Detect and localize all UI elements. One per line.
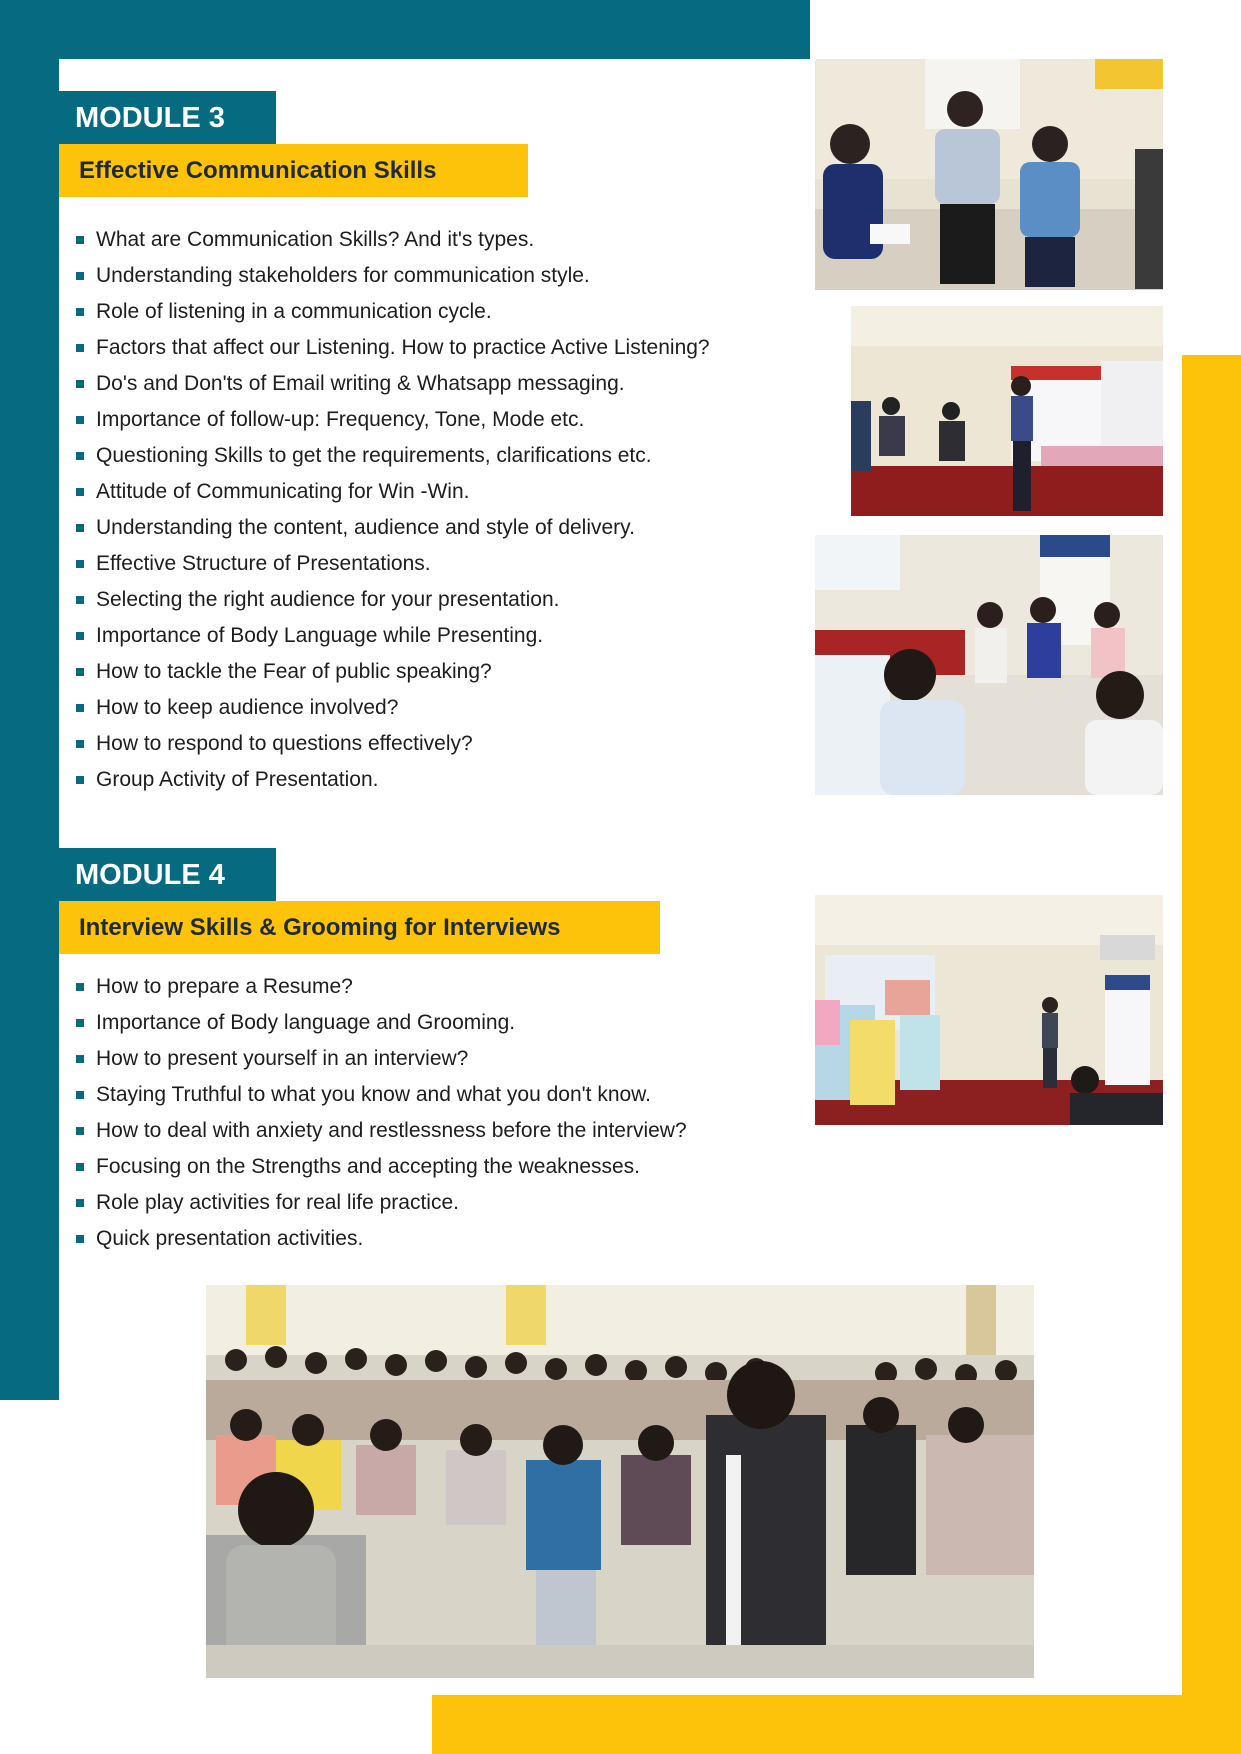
- topic-text: Effective Structure of Presentations.: [96, 552, 431, 575]
- topic-text: How to present yourself in an interview?: [96, 1047, 469, 1070]
- topic-text: Importance of Body Language while Presenting.: [96, 624, 544, 647]
- bullet-icon: [76, 1091, 84, 1099]
- module-4-topic-list: [76, 969, 836, 1257]
- bullet-icon: [76, 776, 84, 784]
- module-3-title: Effective Communication Skills: [59, 144, 528, 197]
- topic-item: [76, 690, 836, 726]
- topic-item: [76, 546, 836, 582]
- bullet-icon: [76, 740, 84, 748]
- topic-item: [76, 762, 836, 798]
- topic-item: [76, 1221, 836, 1257]
- topic-item: [76, 474, 836, 510]
- bullet-icon: [76, 1019, 84, 1027]
- bullet-icon: [76, 344, 84, 352]
- bullet-icon: [76, 452, 84, 460]
- topic-item: [76, 1005, 836, 1041]
- topic-item: [76, 366, 836, 402]
- bullet-icon: [76, 668, 84, 676]
- bullet-icon: [76, 596, 84, 604]
- topic-item: [76, 618, 836, 654]
- topic-text: Understanding the content, audience and style of delivery.: [96, 516, 635, 539]
- bullet-icon: [76, 524, 84, 532]
- topic-item: [76, 1113, 836, 1149]
- topic-item: [76, 969, 836, 1005]
- bullet-icon: [76, 416, 84, 424]
- topic-text: How to prepare a Resume?: [96, 975, 353, 998]
- bullet-icon: [76, 1199, 84, 1207]
- topic-text: How to deal with anxiety and restlessness before the interview?: [96, 1119, 687, 1142]
- topic-text: Understanding stakeholders for communication style.: [96, 264, 590, 287]
- topic-item: [76, 294, 836, 330]
- yellow-right-band: [1182, 355, 1241, 1754]
- topic-text: What are Communication Skills? And it's types.: [96, 228, 535, 251]
- topic-item: [76, 330, 836, 366]
- topic-item: [76, 726, 836, 762]
- photo-presentation-room: [815, 895, 1163, 1125]
- module-3-topic-list: [76, 222, 836, 798]
- topic-text: Importance of follow-up: Frequency, Tone, Mode etc.: [96, 408, 585, 431]
- topic-item: [76, 510, 836, 546]
- topic-text: Group Activity of Presentation.: [96, 768, 379, 791]
- topic-text: Selecting the right audience for your presentation.: [96, 588, 560, 611]
- bullet-icon: [76, 272, 84, 280]
- topic-text: Role play activities for real life practice.: [96, 1191, 459, 1214]
- photo-discussion-circle: [815, 535, 1163, 795]
- bullet-icon: [76, 1163, 84, 1171]
- topic-text: Role of listening in a communication cycle.: [96, 300, 492, 323]
- teal-left-band: [0, 59, 59, 1400]
- topic-item: [76, 1041, 836, 1077]
- topic-item: [76, 402, 836, 438]
- module-3-label: MODULE 3: [59, 91, 276, 144]
- topic-text: How to respond to questions effectively?: [96, 732, 473, 755]
- topic-text: Quick presentation activities.: [96, 1227, 364, 1250]
- topic-item: [76, 582, 836, 618]
- photo-group-discussion: [815, 59, 1163, 290]
- module-4-title: Interview Skills & Grooming for Interviews: [59, 901, 660, 954]
- bullet-icon: [76, 308, 84, 316]
- topic-item: [76, 1077, 836, 1113]
- bullet-icon: [76, 1235, 84, 1243]
- topic-item: [76, 258, 836, 294]
- bullet-icon: [76, 983, 84, 991]
- bullet-icon: [76, 632, 84, 640]
- module-4-label: MODULE 4: [59, 848, 276, 901]
- topic-text: Factors that affect our Listening. How to practice Active Listening?: [96, 336, 710, 359]
- topic-text: Questioning Skills to get the requirements, clarifications etc.: [96, 444, 652, 467]
- topic-item: [76, 654, 836, 690]
- photo-hall-speaker: [851, 306, 1163, 516]
- topic-text: Attitude of Communicating for Win -Win.: [96, 480, 470, 503]
- topic-item: [76, 1185, 836, 1221]
- topic-text: Focusing on the Strengths and accepting the weaknesses.: [96, 1155, 641, 1178]
- bullet-icon: [76, 488, 84, 496]
- topic-item: [76, 1149, 836, 1185]
- bullet-icon: [76, 704, 84, 712]
- bullet-icon: [76, 1055, 84, 1063]
- topic-item: [76, 222, 836, 258]
- topic-text: Importance of Body language and Grooming.: [96, 1011, 516, 1034]
- bullet-icon: [76, 380, 84, 388]
- topic-text: Staying Truthful to what you know and what you don't know.: [96, 1083, 652, 1106]
- topic-text: Do's and Don'ts of Email writing & Whatsapp messaging.: [96, 372, 625, 395]
- topic-text: How to keep audience involved?: [96, 696, 399, 719]
- bullet-icon: [76, 560, 84, 568]
- topic-text: How to tackle the Fear of public speaking?: [96, 660, 492, 683]
- bullet-icon: [76, 236, 84, 244]
- bullet-icon: [76, 1127, 84, 1135]
- yellow-bottom-band: [432, 1695, 1182, 1754]
- photo-large-audience: [206, 1285, 1034, 1678]
- topic-item: [76, 438, 836, 474]
- teal-top-band: [0, 0, 810, 59]
